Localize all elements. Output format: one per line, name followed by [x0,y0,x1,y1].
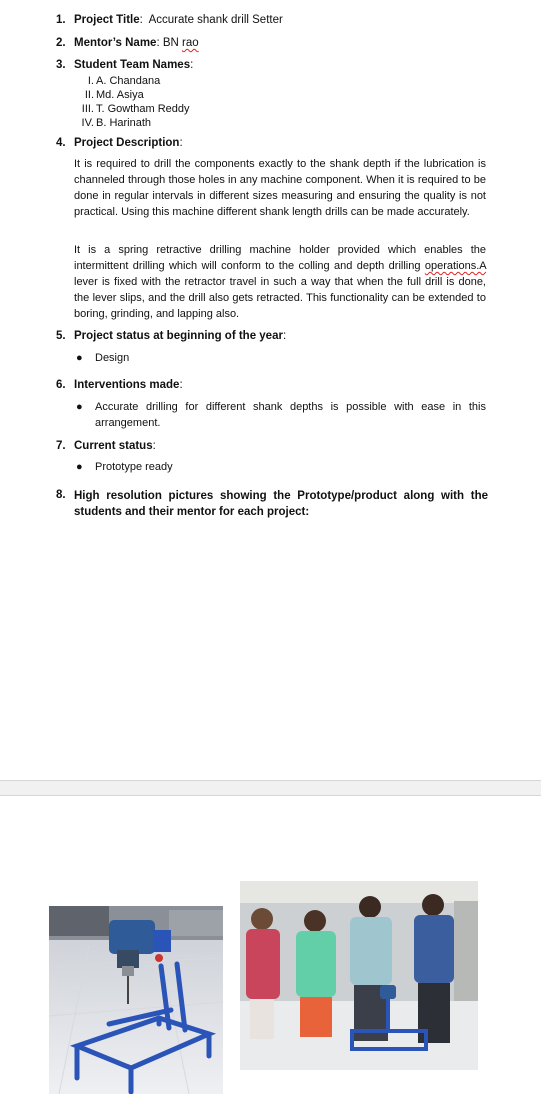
bullet-icon: ● [76,461,83,473]
current-status-heading: 7. Current status: [56,440,156,452]
description-paragraph-2 [74,242,486,322]
item-number: 7. [56,440,66,452]
interventions-heading: 6. Interventions made: [56,379,183,391]
paragraph-text: lever is fixed with the retractor travel in such a way that when the full drill is done, the lever slips, and the drill also gets retracted. This functionality can be extended to boring, grinding, and lapping also. [74,276,486,320]
item-number: 6. [56,379,66,391]
description-label: Project Description [74,137,180,149]
prototype-photo [49,906,223,1094]
member-name: A. Chandana [96,75,161,87]
mentor-line: 2. Mentor’s Name: BN rao [56,37,199,49]
mentor-value: BN [162,37,182,49]
item-number: 3. [56,59,66,71]
member-name: Md. Asiya [96,89,144,101]
pictures-label: High resolution pictures showing the Prototype/product along with the students and their mentor for each project: [74,490,488,518]
project-title-line: 1. Project Title: Accurate shank drill Setter [56,14,283,26]
item-number: 8. [56,489,66,501]
mentor-value-misspelled: rao [182,37,199,49]
description-paragraph-1: It is required to drill the components exactly to the shank depth if the lubrication is channeled through those holes in any machine component. When it is required to be done in regular intervals in different sizes measuring and ensuring the quality is not practical. Using this machine different shank length drills can be made accurately. [74,158,486,218]
roman-numeral: II. [84,89,94,101]
bullet-item [76,350,486,366]
paragraph-text: It is a spring retractive drilling machine holder provided which enables the intermittent drilling which will conform to the colling and depth drilling [74,244,486,272]
bullet-icon: ● [76,352,83,364]
item-number: 2. [56,37,66,49]
roman-numeral: III. [81,103,94,115]
team-member [60,88,260,102]
mentor-label: Mentor’s Name [74,37,157,49]
bullet-item [76,399,486,431]
status-begin-label: Project status at beginning of the year [74,330,283,342]
team-label: Student Team Names [74,59,191,71]
bullet-text: Accurate drilling for different shank depths is possible with ease in this arrangement. [95,401,486,429]
project-title-value: Accurate shank drill Setter [148,14,283,26]
team-photo [240,881,478,1070]
status-begin-heading: 5. Project status at beginning of the year: [56,330,287,342]
misspelled-word: operations.A [424,260,486,272]
member-name: B. Harinath [96,117,152,129]
member-name: T. Gowtham Reddy [96,103,190,115]
roman-numeral: IV. [81,117,94,129]
item-number: 1. [56,14,66,26]
item-number: 5. [56,330,66,342]
bullet-item [76,459,486,475]
interventions-label: Interventions made [74,379,180,391]
current-status-label: Current status [74,440,153,452]
team-photo-image [240,881,478,1070]
team-heading: 3. Student Team Names: [56,59,194,71]
page-break [0,780,541,796]
roman-numeral: I. [87,75,94,87]
item-number: 4. [56,137,66,149]
bullet-text: Prototype ready [95,461,173,473]
team-member [60,116,260,130]
team-member [60,102,260,116]
team-member [60,74,260,88]
document-page-2 [0,796,541,1110]
bullet-icon: ● [76,401,83,413]
bullet-text: Design [95,352,130,364]
project-title-label: Project Title [74,14,140,26]
prototype-photo-image [49,906,223,1094]
description-heading: 4. Project Description: [56,137,183,149]
pictures-heading [56,488,488,520]
